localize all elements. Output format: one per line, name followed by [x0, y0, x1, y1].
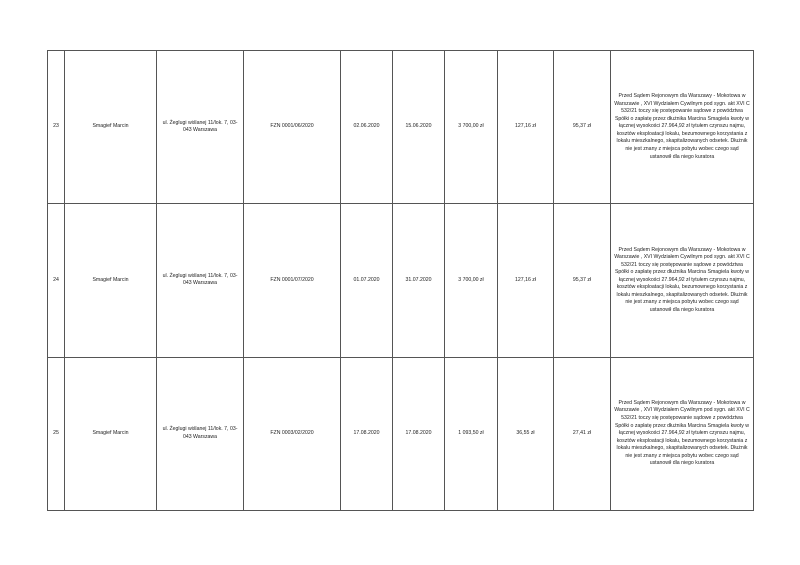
- debtor-address: ul. Żeglugi wiślanej 11/lok. 7, 03-043 Warszawa: [157, 204, 244, 357]
- amount: 3 700,00 zł: [445, 51, 498, 204]
- table-row: [48, 357, 754, 510]
- case-description: Przed Sądem Rejonowym dla Warszawy - Mokotowa w Warszawie , XVI Wydziałem Cywilnym pod sygn. akt XVI C 532/21 toczy się postępowanie sądowe z powództwa Spółki o zapłatę przez dłużnika Marcina Smagiela kwoty w łącznej wysokości 27.964,92 zł tytułem czynszu najmu, kosztów eksploatacji lokalu, bezumownego korzystania z lokalu mieszkalnego, skapitalizowanych odsetek. Dłużnik nie jest znany z miejsca pobytu wobec czego sąd ustanowił dla niego kuratora: [611, 51, 754, 204]
- amount-2: 127,16 zł: [498, 51, 554, 204]
- due-date: 17.08.2020: [393, 357, 445, 510]
- debtor-name: Smagief Marcin: [65, 204, 157, 357]
- issue-date: 02.06.2020: [341, 51, 393, 204]
- case-description: Przed Sądem Rejonowym dla Warszawy - Mokotowa w Warszawie , XVI Wydziałem Cywilnym pod sygn. akt XVI C 532/21 toczy się postępowanie sądowe z powództwa Spółki o zapłatę przez dłużnika Marcina Smagiela kwoty w łącznej wysokości 27.964,92 zł tytułem czynszu najmu, kosztów eksploatacji lokalu, bezumownego korzystania z lokalu mieszkalnego, skapitalizowanych odsetek. Dłużnik nie jest znany z miejsca pobytu wobec czego sąd ustanowił dla niego kuratora: [611, 357, 754, 510]
- invoice-number: FZN 0001/07/2020: [244, 204, 341, 357]
- issue-date: 01.07.2020: [341, 204, 393, 357]
- debt-table: [47, 50, 754, 511]
- row-number: 24: [48, 204, 65, 357]
- due-date: 15.06.2020: [393, 51, 445, 204]
- amount: 1 093,50 zł: [445, 357, 498, 510]
- case-description: Przed Sądem Rejonowym dla Warszawy - Mokotowa w Warszawie , XVI Wydziałem Cywilnym pod sygn. akt XVI C 532/21 toczy się postępowanie sądowe z powództwa Spółki o zapłatę przez dłużnika Marcina Smagiela kwoty w łącznej wysokości 27.964,92 zł tytułem czynszu najmu, kosztów eksploatacji lokalu, bezumownego korzystania z lokalu mieszkalnego, skapitalizowanych odsetek. Dłużnik nie jest znany z miejsca pobytu wobec czego sąd ustanowił dla niego kuratora: [611, 204, 754, 357]
- debtor-address: ul. Żeglugi wiślanej 11/lok. 7, 03-043 Warszawa: [157, 51, 244, 204]
- invoice-number: FZN 0001/06/2020: [244, 51, 341, 204]
- table-row: [48, 204, 754, 357]
- amount: 3 700,00 zł: [445, 204, 498, 357]
- row-number: 25: [48, 357, 65, 510]
- row-number: 23: [48, 51, 65, 204]
- debtor-address: ul. Żeglugi wiślanej 11/lok. 7, 03-043 Warszawa: [157, 357, 244, 510]
- table-row: [48, 51, 754, 204]
- amount-3: 27,41 zł: [554, 357, 611, 510]
- debtor-name: Smagief Marcin: [65, 51, 157, 204]
- due-date: 31.07.2020: [393, 204, 445, 357]
- debtor-name: Smagief Marcin: [65, 357, 157, 510]
- amount-3: 95,37 zł: [554, 204, 611, 357]
- amount-2: 36,55 zł: [498, 357, 554, 510]
- amount-2: 127,16 zł: [498, 204, 554, 357]
- invoice-number: FZN 0003/02/2020: [244, 357, 341, 510]
- issue-date: 17.08.2020: [341, 357, 393, 510]
- amount-3: 95,37 zł: [554, 51, 611, 204]
